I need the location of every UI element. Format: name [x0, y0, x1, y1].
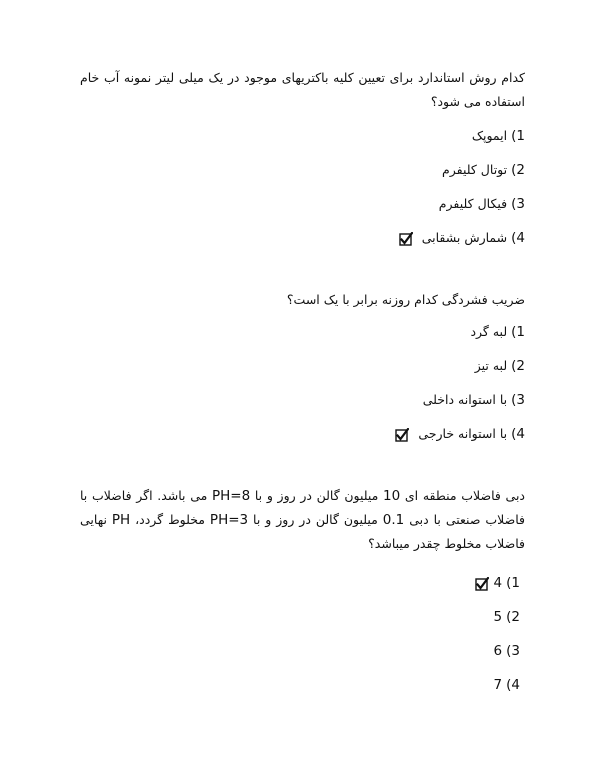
question-3-text-f: نهایی فاضلاب مخلوط چقدر میباشد؟ [80, 512, 525, 551]
question-2 [80, 288, 525, 451]
option-label: 4 [493, 575, 503, 591]
question-2-text: ضریب فشردگی کدام روزنه برابر با یک است؟ [286, 292, 525, 307]
option-label: لبه تیز [474, 358, 508, 373]
option-label: فیکال کلیفرم [438, 196, 508, 211]
question-3-option-4[interactable] [80, 668, 520, 702]
question-2-options [80, 315, 525, 451]
question-3-value-flow: 10 [383, 488, 401, 504]
option-label: 6 [493, 643, 503, 659]
option-number: 4) [511, 230, 525, 246]
option-number: 3) [506, 643, 520, 659]
option-number: 1) [511, 128, 525, 144]
checkbox-checked-icon [399, 232, 412, 245]
question-1-option-2[interactable] [80, 153, 525, 187]
question-3-text-c: می باشد. اگر فاضلاب با فاضلاب صنعتی با دبی [80, 488, 525, 527]
option-label: 5 [493, 609, 503, 625]
option-number: 4) [506, 677, 520, 693]
option-label: ایموپک [471, 128, 508, 143]
question-1-text: کدام روش استاندارد برای تعیین کلیه باکتریهای موجود در یک میلی لیتر نمونه آب خام استفاده می شود؟ [80, 70, 525, 109]
question-3-text-d: میلیون گالن در روز و با [248, 512, 383, 527]
option-label: با استوانه خارجی [418, 426, 508, 441]
option-number: 2) [506, 609, 520, 625]
option-number: 1) [506, 575, 520, 591]
option-label: با استوانه داخلی [422, 392, 508, 407]
question-3-value-ph2: PH=3 [209, 512, 249, 528]
question-2-option-1[interactable] [80, 315, 525, 349]
question-3-value-flow2: 0.1 [382, 512, 405, 528]
question-1 [80, 66, 525, 255]
option-number: 2) [511, 358, 525, 374]
question-2-option-3[interactable] [80, 383, 525, 417]
option-label: لبه گرد [470, 324, 508, 339]
option-label: شمارش بشقابی [421, 230, 508, 245]
question-3-text-a: دبی فاضلاب منطقه ای [400, 488, 525, 503]
question-1-options [80, 119, 525, 255]
question-3-value-ph1: PH=8 [212, 488, 251, 504]
question-2-option-4[interactable] [80, 417, 525, 451]
checkbox-checked-icon [475, 577, 488, 590]
question-1-option-4[interactable] [80, 221, 525, 255]
option-number: 4) [511, 426, 525, 442]
question-3-text-b: میلیون گالن در روز و با [250, 488, 384, 503]
question-1-option-3[interactable] [80, 187, 525, 221]
question-3-text [80, 484, 525, 556]
question-3-option-1[interactable] [80, 566, 520, 600]
option-number: 2) [511, 162, 525, 178]
question-3 [80, 484, 525, 702]
option-number: 3) [511, 392, 525, 408]
question-1-option-1[interactable] [80, 119, 525, 153]
option-number: 1) [511, 324, 525, 340]
question-3-value-ph-label: PH [111, 512, 131, 528]
checkbox-checked-icon [395, 428, 408, 441]
option-label: 7 [493, 677, 503, 693]
option-number: 3) [511, 196, 525, 212]
question-3-text-e: مخلوط گردد، [130, 512, 210, 527]
question-3-options [80, 566, 525, 702]
question-2-option-2[interactable] [80, 349, 525, 383]
question-3-option-2[interactable] [80, 600, 520, 634]
question-3-option-3[interactable] [80, 634, 520, 668]
option-label: توتال کلیفرم [442, 162, 508, 177]
